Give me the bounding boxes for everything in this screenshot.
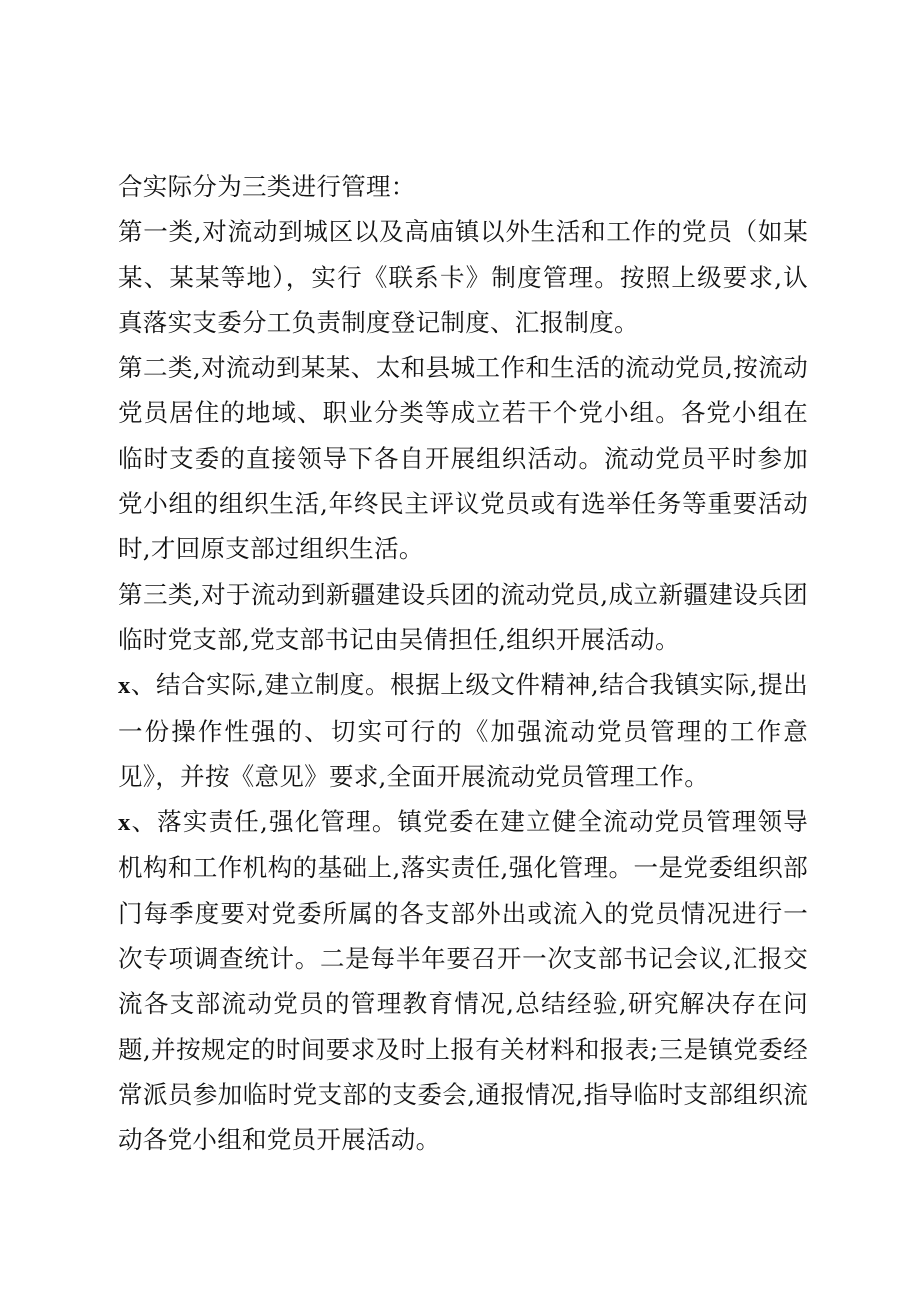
- paragraph-category-2: [118, 345, 808, 571]
- paragraph-text: 第三类,对于流动到新疆建设兵团的流动党员,成立新疆建设兵团临时党支部,党支部书记由吴倩担任,组织开展活动。: [118, 579, 808, 654]
- paragraph-text: 、落实责任,强化管理。镇党委在建立健全流动党员管理领导机构和工作机构的基础上,落实责任,强化管理。一是党委组织部门每季度要对党委所属的各支部外出或流入的党员情况进行一次专项调查统计。二是每半年要召开一次支部书记会议,汇报交流各支部流动党员的管理教育情况,总结经验,研究解决存在问题,并按规定的时间要求及时上报有关材料和报表;三是镇党委经常派员参加临时党支部的支委会,通报情况,指导临时支部组织流动各党小组和党员开展活动。: [118, 807, 808, 1155]
- paragraph-intro: [118, 164, 808, 209]
- paragraph-text: 、结合实际,建立制度。根据上级文件精神,结合我镇实际,提出一份操作性强的、切实可行的《加强流动党员管理的工作意见》，并按《意见》要求,全面开展流动党员管理工作。: [118, 670, 808, 791]
- item-marker: x: [118, 672, 131, 700]
- paragraph-text: 第一类,对流动到城区以及高庙镇以外生活和工作的党员（如某某、某某等地），实行《联系卡》制度管理。按照上级要求,认真落实支委分工负责制度登记制度、汇报制度。: [118, 217, 808, 337]
- item-marker: x: [118, 809, 131, 837]
- paragraph-text: 第二类,对流动到某某、太和县城工作和生活的流动党员,按流动党员居住的地域、职业分类等成立若干个党小组。各党小组在临时支委的直接领导下各自开展组织活动。流动党员平时参加党小组的组织生活,年终民主评议党员或有选举任务等重要活动时,才回原支部过组织生活。: [118, 353, 808, 564]
- paragraph-responsibility: [118, 799, 808, 1162]
- paragraph-system: [118, 662, 808, 799]
- document-body: [118, 164, 808, 1163]
- paragraph-category-1: [118, 209, 808, 345]
- paragraph-category-3: [118, 572, 808, 663]
- paragraph-text: 合实际分为三类进行管理：: [118, 172, 416, 201]
